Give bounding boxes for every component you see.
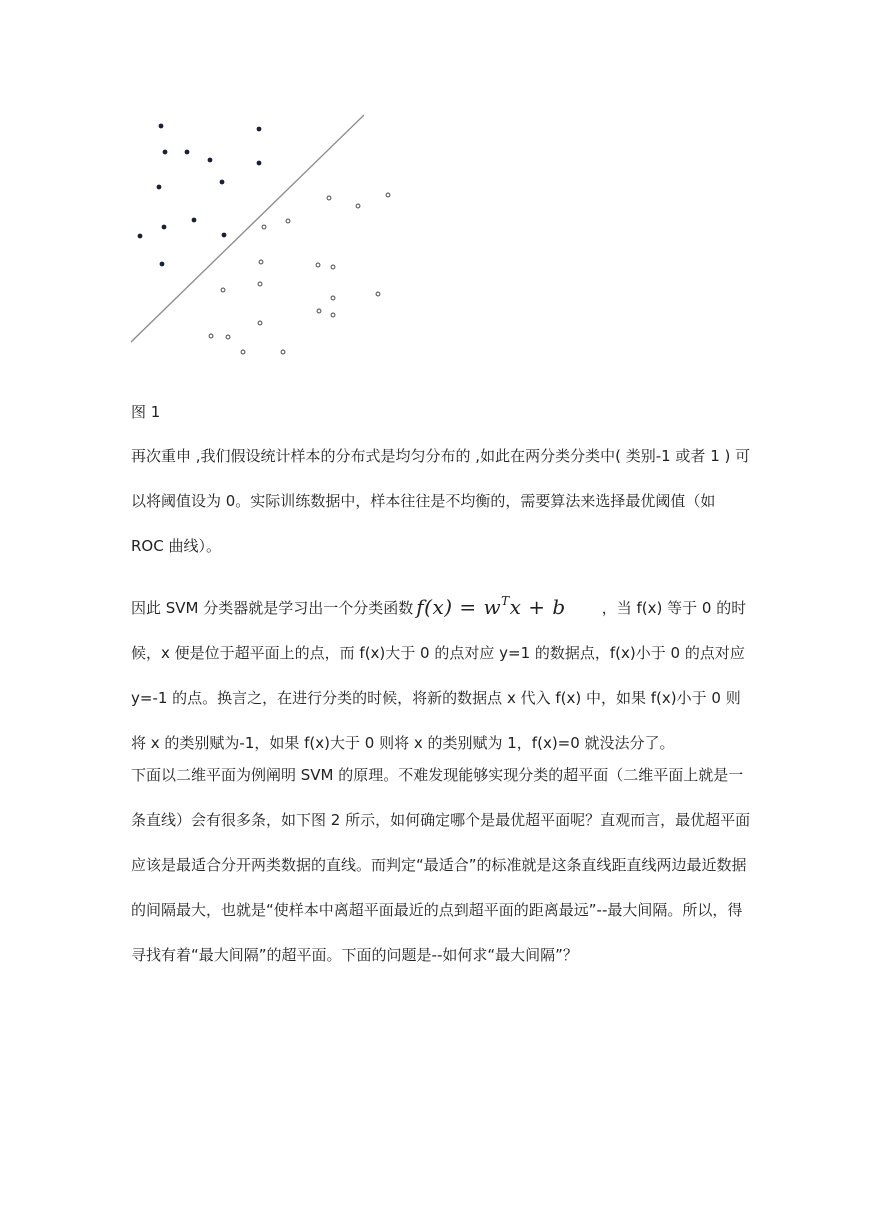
formula-superscript: T [501,594,510,608]
positive-class-point [258,321,262,325]
negative-class-point [257,127,262,132]
paragraph-1: 再次重申 ,我们假设统计样本的分布式是均匀分布的 ,如此在两分类分类中( 类别-1 或者 1 ) 可以将阈值设为 0。实际训练数据中，样本往往是不均衡的，需要算法来选择最优阈值（如 ROC 曲线）。 [131,447,751,555]
negative-class-point [163,150,168,155]
paragraph-2-after: ，当 f(x) 等于 0 的时候，x 便是位于超平面上的点，而 f(x)大于 0 的点对应 y=1 的数据点，f(x)小于 0 的点对应 y=-1 的点。换言之，在进行分类的时候，将新的数据点 x 代入 f(x) 中，如果 f(x)小于 0 则将 x 的类别赋为-1，如果 f(x)大于 0 则将 x 的类别赋为 1，f(x)=0 就没法分了。 [131,599,747,752]
positive-class-point [241,350,245,354]
figure-caption: 图 1 [131,403,161,421]
negative-class-point [157,185,162,190]
classification-function-formula [416,579,565,630]
positive-class-point [317,309,321,313]
negative-class-point [208,158,213,163]
formula-lhs: f(x) = w [416,595,502,619]
paragraph-2-before: 因此 SVM 分类器就是学习出一个分类函数 [131,599,414,617]
positive-class-point [327,196,331,200]
class-negative-points [138,124,262,267]
positive-class-point [286,219,290,223]
negative-class-point [192,218,197,223]
positive-class-point [331,265,335,269]
positive-class-point [331,313,335,317]
positive-class-point [376,292,380,296]
positive-class-point [209,334,213,338]
paragraph-2 [131,579,751,766]
positive-class-point [316,263,320,267]
negative-class-point [222,233,227,238]
positive-class-point [386,193,390,197]
positive-class-point [262,225,266,229]
negative-class-point [159,124,164,129]
positive-class-point [331,296,335,300]
negative-class-point [160,262,165,267]
negative-class-point [220,180,225,185]
svm-scatter-figure [126,110,406,370]
negative-class-point [257,161,262,166]
class-positive-points [209,193,390,354]
negative-class-point [185,150,190,155]
paragraph-3: 下面以二维平面为例阐明 SVM 的原理。不难发现能够实现分类的超平面（二维平面上就是一条直线）会有很多条，如下图 2 所示，如何确定哪个是最优超平面呢？直观而言，最优超平面应该是最适合分开两类数据的直线。而判定“最适合”的标准就是这条直线距直线两边最近数据的间隔最大，也就是“使样本中离超平面最近的点到超平面的距离最远”--最大间隔。所以，得寻找有着“最大间隔”的超平面。下面的问题是--如何求“最大间隔”？ [131,766,751,964]
positive-class-point [259,260,263,264]
positive-class-point [281,350,285,354]
negative-class-point [162,225,167,230]
positive-class-point [356,204,360,208]
formula-rhs: x + b [509,595,566,619]
positive-class-point [226,335,230,339]
positive-class-point [258,282,262,286]
positive-class-point [221,288,225,292]
negative-class-point [138,234,143,239]
separating-hyperplane-line [131,115,364,342]
